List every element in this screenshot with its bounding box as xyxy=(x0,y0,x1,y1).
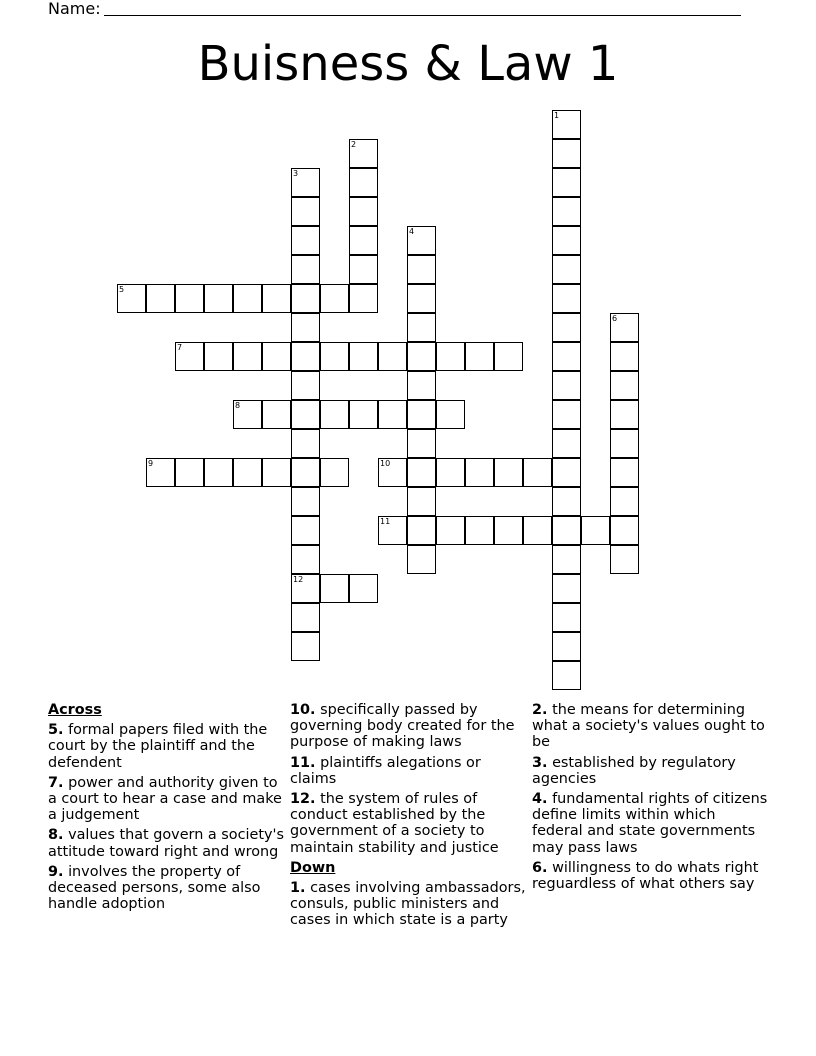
grid-cell[interactable] xyxy=(610,400,639,429)
grid-cell[interactable] xyxy=(407,458,436,487)
grid-cell[interactable] xyxy=(320,574,349,603)
grid-cell[interactable] xyxy=(175,284,204,313)
grid-cell[interactable] xyxy=(291,197,320,226)
grid-cell[interactable] xyxy=(552,661,581,690)
clue-number: 10. xyxy=(290,702,316,718)
grid-cell[interactable] xyxy=(407,487,436,516)
grid-cell[interactable] xyxy=(610,342,639,371)
grid-cell[interactable] xyxy=(436,342,465,371)
clue-text: the system of rules of conduct established by the government of a society to maintain stability and justice xyxy=(290,791,499,856)
grid-cell[interactable] xyxy=(233,342,262,371)
grid-cell[interactable] xyxy=(552,139,581,168)
grid-cell[interactable] xyxy=(407,516,436,545)
grid-cell[interactable] xyxy=(407,400,436,429)
grid-cell[interactable] xyxy=(494,516,523,545)
down-clue xyxy=(532,860,770,892)
grid-cell[interactable] xyxy=(146,284,175,313)
grid-cell[interactable] xyxy=(610,545,639,574)
clue-text: cases involving ambassadors, consuls, public ministers and cases in which state is a party xyxy=(290,880,526,929)
cell-number: 5 xyxy=(119,285,125,294)
grid-cell[interactable] xyxy=(349,400,378,429)
clue-number: 6. xyxy=(532,859,548,876)
grid-cell[interactable] xyxy=(552,487,581,516)
grid-cell[interactable] xyxy=(291,458,320,487)
grid-cell[interactable] xyxy=(436,516,465,545)
cell-number: 7 xyxy=(177,343,183,352)
grid-cell[interactable] xyxy=(407,545,436,574)
cell-number: 1 xyxy=(554,111,560,120)
grid-cell[interactable] xyxy=(204,342,233,371)
down-clue xyxy=(532,755,770,787)
cell-number: 4 xyxy=(409,227,415,236)
grid-cell[interactable] xyxy=(349,226,378,255)
grid-cell[interactable] xyxy=(349,139,378,168)
grid-cell[interactable] xyxy=(407,255,436,284)
clue-number: 9. xyxy=(48,863,64,880)
grid-cell[interactable] xyxy=(378,516,407,545)
cell-number: 12 xyxy=(293,575,304,584)
grid-cell[interactable] xyxy=(204,458,233,487)
grid-cell[interactable] xyxy=(610,458,639,487)
across-clue xyxy=(48,864,286,913)
grid-cell[interactable] xyxy=(320,342,349,371)
grid-cell[interactable] xyxy=(291,400,320,429)
grid-cell[interactable] xyxy=(233,400,262,429)
grid-cell[interactable] xyxy=(465,458,494,487)
across-clue xyxy=(48,775,286,824)
clue-text: the means for determining what a society's values ought to be xyxy=(532,702,765,751)
down-clue xyxy=(532,791,770,856)
clue-text: specifically passed by governing body created for the purpose of making laws xyxy=(290,702,515,751)
grid-cell[interactable] xyxy=(320,458,349,487)
grid-cell[interactable] xyxy=(552,342,581,371)
clue-number: 8. xyxy=(48,827,64,844)
cell-number: 3 xyxy=(293,169,299,178)
clue-number: 7. xyxy=(48,774,64,791)
grid-cell[interactable] xyxy=(552,197,581,226)
grid-cell[interactable] xyxy=(494,342,523,371)
grid-cell[interactable] xyxy=(291,545,320,574)
grid-cell[interactable] xyxy=(552,429,581,458)
grid-cell[interactable] xyxy=(291,255,320,284)
clue-number: 11. xyxy=(290,754,316,771)
clue-number: 2. xyxy=(532,702,548,718)
grid-cell[interactable] xyxy=(523,516,552,545)
name-label: Name: xyxy=(48,0,101,18)
cell-number: 6 xyxy=(612,314,618,323)
grid-cell[interactable] xyxy=(291,574,320,603)
grid-cell[interactable] xyxy=(233,458,262,487)
grid-cell[interactable] xyxy=(494,458,523,487)
grid-cell[interactable] xyxy=(146,458,175,487)
grid-cell[interactable] xyxy=(552,603,581,632)
cell-number: 11 xyxy=(380,517,391,526)
grid-cell[interactable] xyxy=(349,168,378,197)
across-heading: Across xyxy=(48,702,102,718)
grid-cell[interactable] xyxy=(552,400,581,429)
grid-cell[interactable] xyxy=(552,458,581,487)
cell-number: 10 xyxy=(380,459,391,468)
grid-cell[interactable] xyxy=(291,168,320,197)
down-clue xyxy=(532,702,770,751)
grid-cell[interactable] xyxy=(610,487,639,516)
grid-cell[interactable] xyxy=(465,516,494,545)
grid-cell[interactable] xyxy=(291,632,320,661)
grid-cell[interactable] xyxy=(233,284,262,313)
clue-column-2 xyxy=(290,702,528,933)
grid-cell[interactable] xyxy=(320,284,349,313)
grid-cell[interactable] xyxy=(552,313,581,342)
grid-cell[interactable] xyxy=(407,429,436,458)
grid-cell[interactable] xyxy=(175,342,204,371)
grid-cell[interactable] xyxy=(407,313,436,342)
grid-cell[interactable] xyxy=(465,342,494,371)
grid-cell[interactable] xyxy=(349,197,378,226)
grid-cell[interactable] xyxy=(291,342,320,371)
grid-cell[interactable] xyxy=(117,284,146,313)
grid-cell[interactable] xyxy=(552,255,581,284)
clue-number: 4. xyxy=(532,791,548,808)
grid-cell[interactable] xyxy=(552,110,581,139)
grid-cell[interactable] xyxy=(378,342,407,371)
across-clue xyxy=(290,791,528,856)
cell-number: 2 xyxy=(351,140,357,149)
clue-text: willingness to do whats right reguardless of what others say xyxy=(532,859,759,893)
grid-cell[interactable] xyxy=(378,458,407,487)
grid-cell[interactable] xyxy=(610,429,639,458)
cell-number: 8 xyxy=(235,401,241,410)
grid-cell[interactable] xyxy=(378,400,407,429)
clue-column-1 xyxy=(48,702,286,916)
grid-cell[interactable] xyxy=(349,574,378,603)
grid-cell[interactable] xyxy=(291,284,320,313)
grid-cell[interactable] xyxy=(291,226,320,255)
clue-text: power and authority given to a court to hear a case and make a judgement xyxy=(48,774,282,824)
grid-cell[interactable] xyxy=(436,458,465,487)
across-clue xyxy=(290,755,528,787)
grid-cell[interactable] xyxy=(291,313,320,342)
grid-cell[interactable] xyxy=(610,516,639,545)
across-clue xyxy=(48,722,286,771)
grid-cell[interactable] xyxy=(610,371,639,400)
grid-cell[interactable] xyxy=(291,516,320,545)
grid-cell[interactable] xyxy=(262,284,291,313)
across-clue xyxy=(48,827,286,859)
grid-cell[interactable] xyxy=(291,603,320,632)
grid-cell[interactable] xyxy=(552,516,581,545)
grid-cell[interactable] xyxy=(552,168,581,197)
clue-text: values that govern a society's attitude toward right and wrong xyxy=(48,827,284,860)
clue-column-3 xyxy=(532,702,770,896)
page-title: Buisness & Law 1 xyxy=(197,36,619,92)
clue-text: formal papers filed with the court by the plaintiff and the defendent xyxy=(48,722,268,771)
grid-cell[interactable] xyxy=(407,342,436,371)
grid-cell[interactable] xyxy=(552,226,581,255)
grid-cell[interactable] xyxy=(407,226,436,255)
grid-cell[interactable] xyxy=(523,458,552,487)
grid-cell[interactable] xyxy=(552,284,581,313)
clue-text: fundamental rights of citizens define limits within which federal and state governments may pass laws xyxy=(532,791,768,856)
clue-number: 12. xyxy=(290,791,316,808)
grid-cell[interactable] xyxy=(204,284,233,313)
grid-cell[interactable] xyxy=(262,458,291,487)
grid-cell[interactable] xyxy=(349,342,378,371)
down-heading: Down xyxy=(290,859,336,876)
grid-cell[interactable] xyxy=(262,342,291,371)
cell-number: 9 xyxy=(148,459,154,468)
grid-cell[interactable] xyxy=(349,284,378,313)
clue-text: involves the property of deceased persons, some also handle adoption xyxy=(48,863,261,913)
grid-cell[interactable] xyxy=(552,545,581,574)
grid-cell[interactable] xyxy=(407,284,436,313)
grid-cell[interactable] xyxy=(610,313,639,342)
grid-cell[interactable] xyxy=(320,400,349,429)
clue-number: 3. xyxy=(532,754,548,771)
grid-cell[interactable] xyxy=(291,429,320,458)
grid-cell[interactable] xyxy=(175,458,204,487)
grid-cell[interactable] xyxy=(552,632,581,661)
down-clue xyxy=(290,880,528,929)
grid-cell[interactable] xyxy=(436,400,465,429)
grid-cell[interactable] xyxy=(291,487,320,516)
grid-cell[interactable] xyxy=(349,255,378,284)
grid-cell[interactable] xyxy=(552,371,581,400)
clue-number: 1. xyxy=(290,880,306,897)
across-clue xyxy=(290,702,528,751)
clue-text: plaintiffs alegations or claims xyxy=(290,754,481,787)
grid-cell[interactable] xyxy=(552,574,581,603)
grid-cell[interactable] xyxy=(262,400,291,429)
grid-cell[interactable] xyxy=(407,371,436,400)
clue-text: established by regulatory agencies xyxy=(532,754,736,787)
clue-number: 5. xyxy=(48,722,64,739)
grid-cell[interactable] xyxy=(581,516,610,545)
grid-cell[interactable] xyxy=(291,371,320,400)
